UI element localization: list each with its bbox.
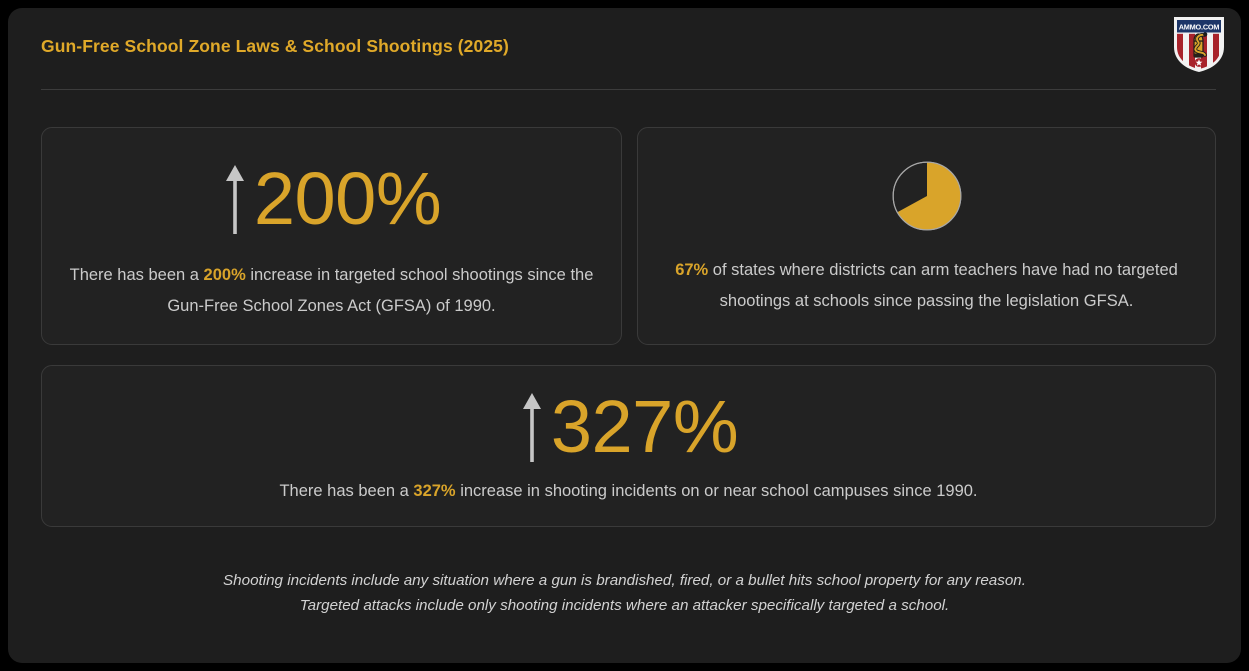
footnote-line-2: Targeted attacks include only shooting incidents where an attacker specifically targeted a school. xyxy=(299,597,950,614)
up-arrow-icon xyxy=(222,162,248,236)
logo-banner-text: AMMO.COM xyxy=(1178,22,1220,32)
pie-chart xyxy=(891,160,963,232)
stat-value: 327% xyxy=(550,385,739,468)
pie-chart-container xyxy=(638,151,1215,241)
ammo-com-shield-logo xyxy=(1171,13,1227,75)
card-description-highlight: 200% xyxy=(203,266,246,284)
up-arrow-icon xyxy=(519,390,545,464)
stat-card-targeted-school-shootings xyxy=(41,127,622,345)
card-description-pre: There has been a xyxy=(69,266,204,284)
infographic-panel xyxy=(8,8,1241,663)
card-description-post: increase in shooting incidents on or near school campuses since 1990. xyxy=(455,482,978,500)
card-description-highlight: 327% xyxy=(413,482,456,500)
stat-card-states-arming-teachers xyxy=(637,127,1216,345)
card-description-post: increase in targeted school shootings since the Gun-Free School Zones Act (GFSA) of 1990. xyxy=(167,266,594,315)
card-description-post: of states where districts can arm teachers have had no targeted shootings at schools since passing the legislation GFSA. xyxy=(708,261,1178,310)
page-title: Gun-Free School Zone Laws & School Shootings (2025) xyxy=(41,36,509,56)
footnote-line-1: Shooting incidents include any situation where a gun is brandished, fired, or a bullet hits school property for any reason. xyxy=(223,572,1026,589)
card-description xyxy=(64,476,1193,507)
card-description-highlight: 67% xyxy=(675,261,709,279)
stat-card-shooting-incidents xyxy=(41,365,1216,527)
header xyxy=(8,8,1241,92)
stat-display xyxy=(42,156,621,242)
header-divider xyxy=(41,89,1216,90)
card-description xyxy=(648,255,1205,317)
stat-value: 200% xyxy=(253,157,442,240)
footnote xyxy=(68,568,1181,618)
stat-display xyxy=(42,384,1215,470)
card-description-pre: There has been a xyxy=(279,482,414,500)
card-description xyxy=(64,260,599,322)
